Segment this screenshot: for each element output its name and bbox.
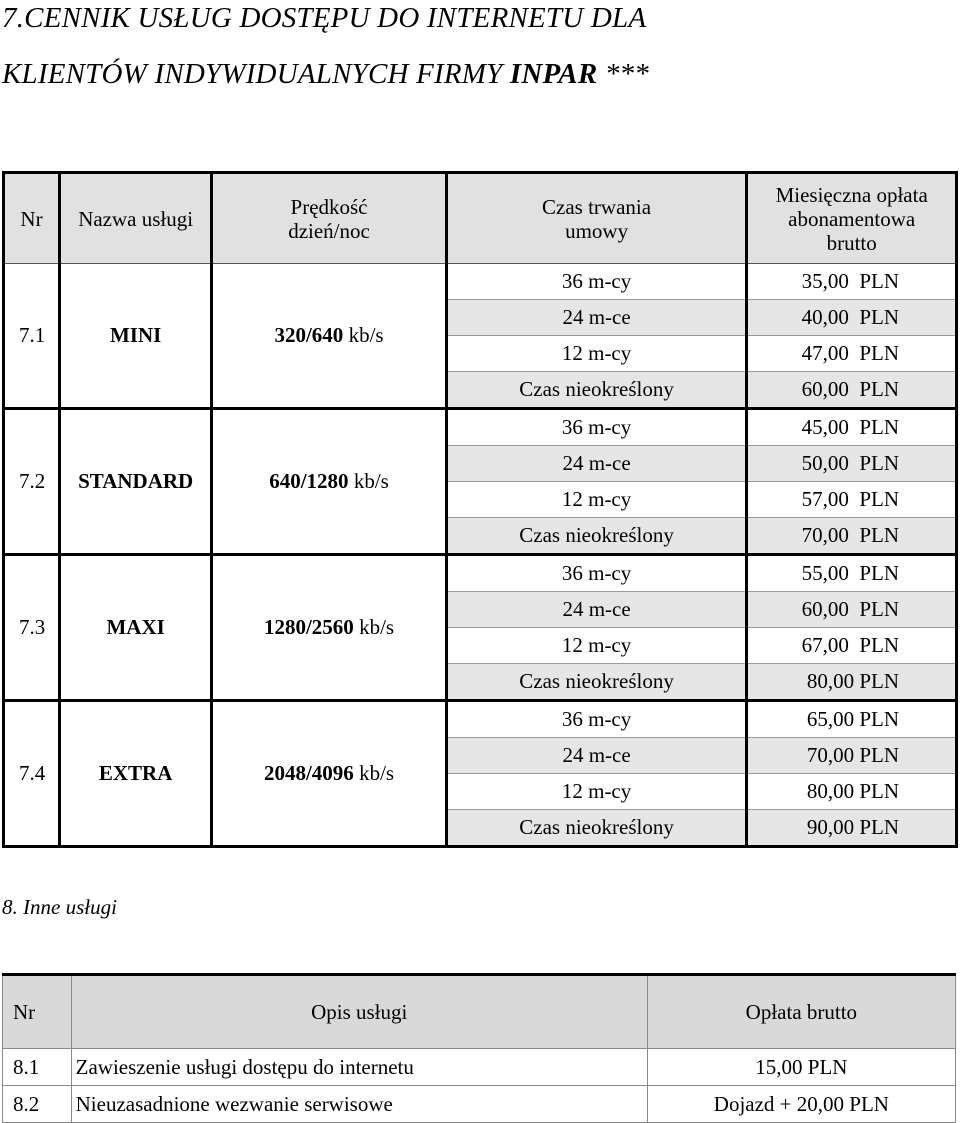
monthly-price: 60,00 PLN xyxy=(747,592,957,628)
header-price: Miesięczna opłata abonamentowa brutto xyxy=(747,173,957,264)
monthly-price: 67,00 PLN xyxy=(747,628,957,664)
contract-duration: 24 m-ce xyxy=(446,738,747,774)
monthly-price: 65,00 PLN xyxy=(747,701,957,738)
contract-duration: 12 m-cy xyxy=(446,336,747,372)
contract-duration: Czas nieokreślony xyxy=(446,372,747,409)
package-name: EXTRA xyxy=(59,701,211,847)
title-line-2-prefix: KLIENTÓW INDYWIDUALNYCH FIRMY xyxy=(2,58,510,90)
other-header-description: Opis usługi xyxy=(71,975,647,1049)
contract-duration: 12 m-cy xyxy=(446,774,747,810)
monthly-price: 45,00 PLN xyxy=(747,409,957,446)
package-speed xyxy=(212,555,446,701)
other-row-nr: 8.1 xyxy=(3,1049,72,1086)
package-nr: 7.2 xyxy=(4,409,60,555)
package-speed-value: 1280/2560 xyxy=(263,615,354,639)
contract-duration: Czas nieokreślony xyxy=(446,664,747,701)
monthly-price: 90,00 PLN xyxy=(747,810,957,847)
title-line-2-suffix: *** xyxy=(597,58,649,90)
other-services-title: 8. Inne usługi xyxy=(2,895,117,919)
package-speed-unit: kb/s xyxy=(343,323,384,347)
pricing-row xyxy=(4,409,957,446)
other-row xyxy=(3,1086,956,1123)
monthly-price: 40,00 PLN xyxy=(747,300,957,336)
contract-duration: 36 m-cy xyxy=(446,409,747,446)
package-nr: 7.1 xyxy=(4,264,60,409)
package-name: STANDARD xyxy=(59,409,211,555)
monthly-price: 50,00 PLN xyxy=(747,446,957,482)
pricing-row xyxy=(4,264,957,300)
monthly-price: 70,00 PLN xyxy=(747,738,957,774)
package-speed-value: 2048/4096 xyxy=(263,761,354,785)
other-row-description: Nieuzasadnione wezwanie serwisowe xyxy=(71,1086,647,1123)
title-line-2 xyxy=(2,34,952,96)
contract-duration: Czas nieokreślony xyxy=(446,810,747,847)
other-header-fee: Opłata brutto xyxy=(647,975,955,1049)
package-nr: 7.4 xyxy=(4,701,60,847)
header-duration: Czas trwania umowy xyxy=(446,173,747,264)
monthly-price: 47,00 PLN xyxy=(747,336,957,372)
package-speed xyxy=(212,701,446,847)
other-services-table xyxy=(2,973,956,1123)
package-speed-unit: kb/s xyxy=(353,615,395,639)
package-speed-value: 640/1280 xyxy=(269,469,349,493)
package-speed-value: 320/640 xyxy=(274,323,344,347)
pricing-header-row xyxy=(4,173,957,264)
contract-duration: 12 m-cy xyxy=(446,482,747,518)
contract-duration: 24 m-ce xyxy=(446,300,747,336)
monthly-price: 80,00 PLN xyxy=(747,774,957,810)
package-speed xyxy=(212,264,446,409)
pricing-row xyxy=(4,701,957,738)
pricing-row xyxy=(4,555,957,592)
header-nr: Nr xyxy=(4,173,60,264)
document-title xyxy=(2,0,952,96)
other-header-row xyxy=(3,975,956,1049)
other-row-fee: 15,00 PLN xyxy=(647,1049,955,1086)
contract-duration: 36 m-cy xyxy=(446,555,747,592)
header-name: Nazwa usługi xyxy=(59,173,211,264)
other-row-description: Zawieszenie usługi dostępu do internetu xyxy=(71,1049,647,1086)
contract-duration: 36 m-cy xyxy=(446,264,747,300)
package-name: MINI xyxy=(59,264,211,409)
package-name: MAXI xyxy=(59,555,211,701)
monthly-price: 57,00 PLN xyxy=(747,482,957,518)
contract-duration: 24 m-ce xyxy=(446,592,747,628)
monthly-price: 80,00 PLN xyxy=(747,664,957,701)
title-line-1: 7.CENNIK USŁUG DOSTĘPU DO INTERNETU DLA xyxy=(2,2,647,34)
contract-duration: 36 m-cy xyxy=(446,701,747,738)
contract-duration: 24 m-ce xyxy=(446,446,747,482)
pricing-table xyxy=(2,171,958,848)
header-speed: Prędkość dzień/noc xyxy=(212,173,446,264)
other-row-nr: 8.2 xyxy=(3,1086,72,1123)
monthly-price: 60,00 PLN xyxy=(747,372,957,409)
package-nr: 7.3 xyxy=(4,555,60,701)
monthly-price: 55,00 PLN xyxy=(747,555,957,592)
other-row xyxy=(3,1049,956,1086)
package-speed-unit: kb/s xyxy=(348,469,389,493)
brand-name: INPAR xyxy=(509,58,598,90)
monthly-price: 35,00 PLN xyxy=(747,264,957,300)
contract-duration: Czas nieokreślony xyxy=(446,518,747,555)
contract-duration: 12 m-cy xyxy=(446,628,747,664)
monthly-price: 70,00 PLN xyxy=(747,518,957,555)
package-speed-unit: kb/s xyxy=(353,761,395,785)
other-row-fee: Dojazd + 20,00 PLN xyxy=(647,1086,955,1123)
package-speed xyxy=(212,409,446,555)
other-header-nr: Nr xyxy=(3,975,72,1049)
